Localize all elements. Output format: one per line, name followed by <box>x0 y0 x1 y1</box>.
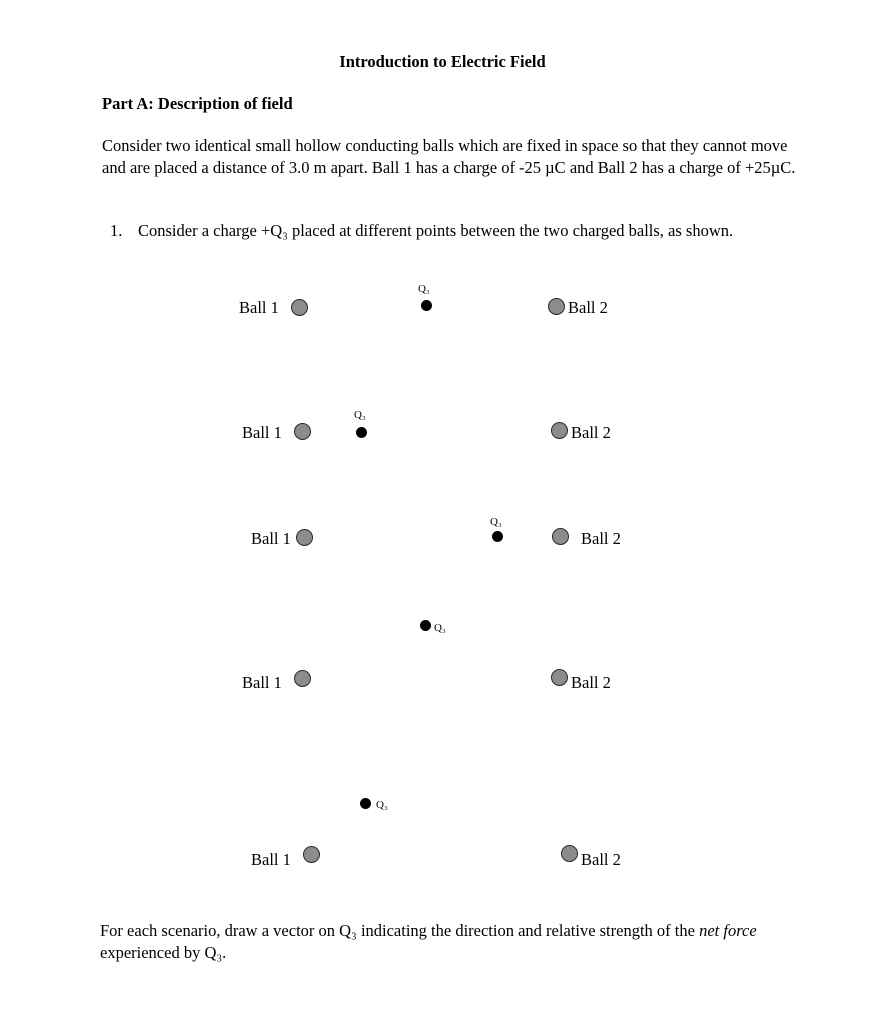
q3-charge <box>492 531 503 542</box>
ball-2-label: Ball 2 <box>581 850 621 869</box>
ball-2 <box>561 845 578 862</box>
question-1 <box>110 221 733 241</box>
q3-label: Q₃ <box>434 622 446 634</box>
ball-1 <box>294 423 311 440</box>
instructions-text-2: experienced by Q₃. <box>100 943 227 962</box>
ball-1-label: Ball 1 <box>251 529 291 548</box>
q3-charge <box>420 620 431 631</box>
part-a-paragraph: Consider two identical small hollow conducting balls which are fixed in space so that they cannot move and are placed a distance of 3.0 m apart. Ball 1 has a charge of -25 µC and Ball 2 has a charge of +25µC. <box>102 136 796 177</box>
instructions <box>100 920 800 964</box>
q3-charge <box>360 798 371 809</box>
ball-2 <box>552 528 569 545</box>
ball-2 <box>551 669 568 686</box>
q3-charge <box>421 300 432 311</box>
q3-label: Q₃ <box>490 516 502 528</box>
instructions-text-1: For each scenario, draw a vector on Q₃ indicating the direction and relative strength of the <box>100 921 700 940</box>
ball-1 <box>296 529 313 546</box>
ball-1 <box>303 846 320 863</box>
part-a-heading: Part A: Description of field <box>102 94 293 113</box>
q3-charge <box>356 427 367 438</box>
ball-2-label: Ball 2 <box>581 529 621 548</box>
ball-1-label: Ball 1 <box>242 423 282 442</box>
ball-2 <box>548 298 565 315</box>
ball-2 <box>551 422 568 439</box>
ball-1-label: Ball 1 <box>242 673 282 692</box>
instructions-emphasis: net force <box>699 921 757 940</box>
ball-1-label: Ball 1 <box>251 850 291 869</box>
ball-1 <box>291 299 308 316</box>
ball-1 <box>294 670 311 687</box>
ball-2-label: Ball 2 <box>571 423 611 442</box>
question-text: Consider a charge +Q₃ placed at different points between the two charged balls, as shown. <box>138 221 734 240</box>
q3-label: Q₃ <box>418 283 430 295</box>
ball-2-label: Ball 2 <box>571 673 611 692</box>
ball-1-label: Ball 1 <box>239 298 279 317</box>
question-number: 1. <box>110 221 123 240</box>
q3-label: Q₃ <box>354 409 366 421</box>
page-title: Introduction to Electric Field <box>339 52 546 71</box>
q3-label: Q₃ <box>376 799 388 811</box>
ball-2-label: Ball 2 <box>568 298 608 317</box>
